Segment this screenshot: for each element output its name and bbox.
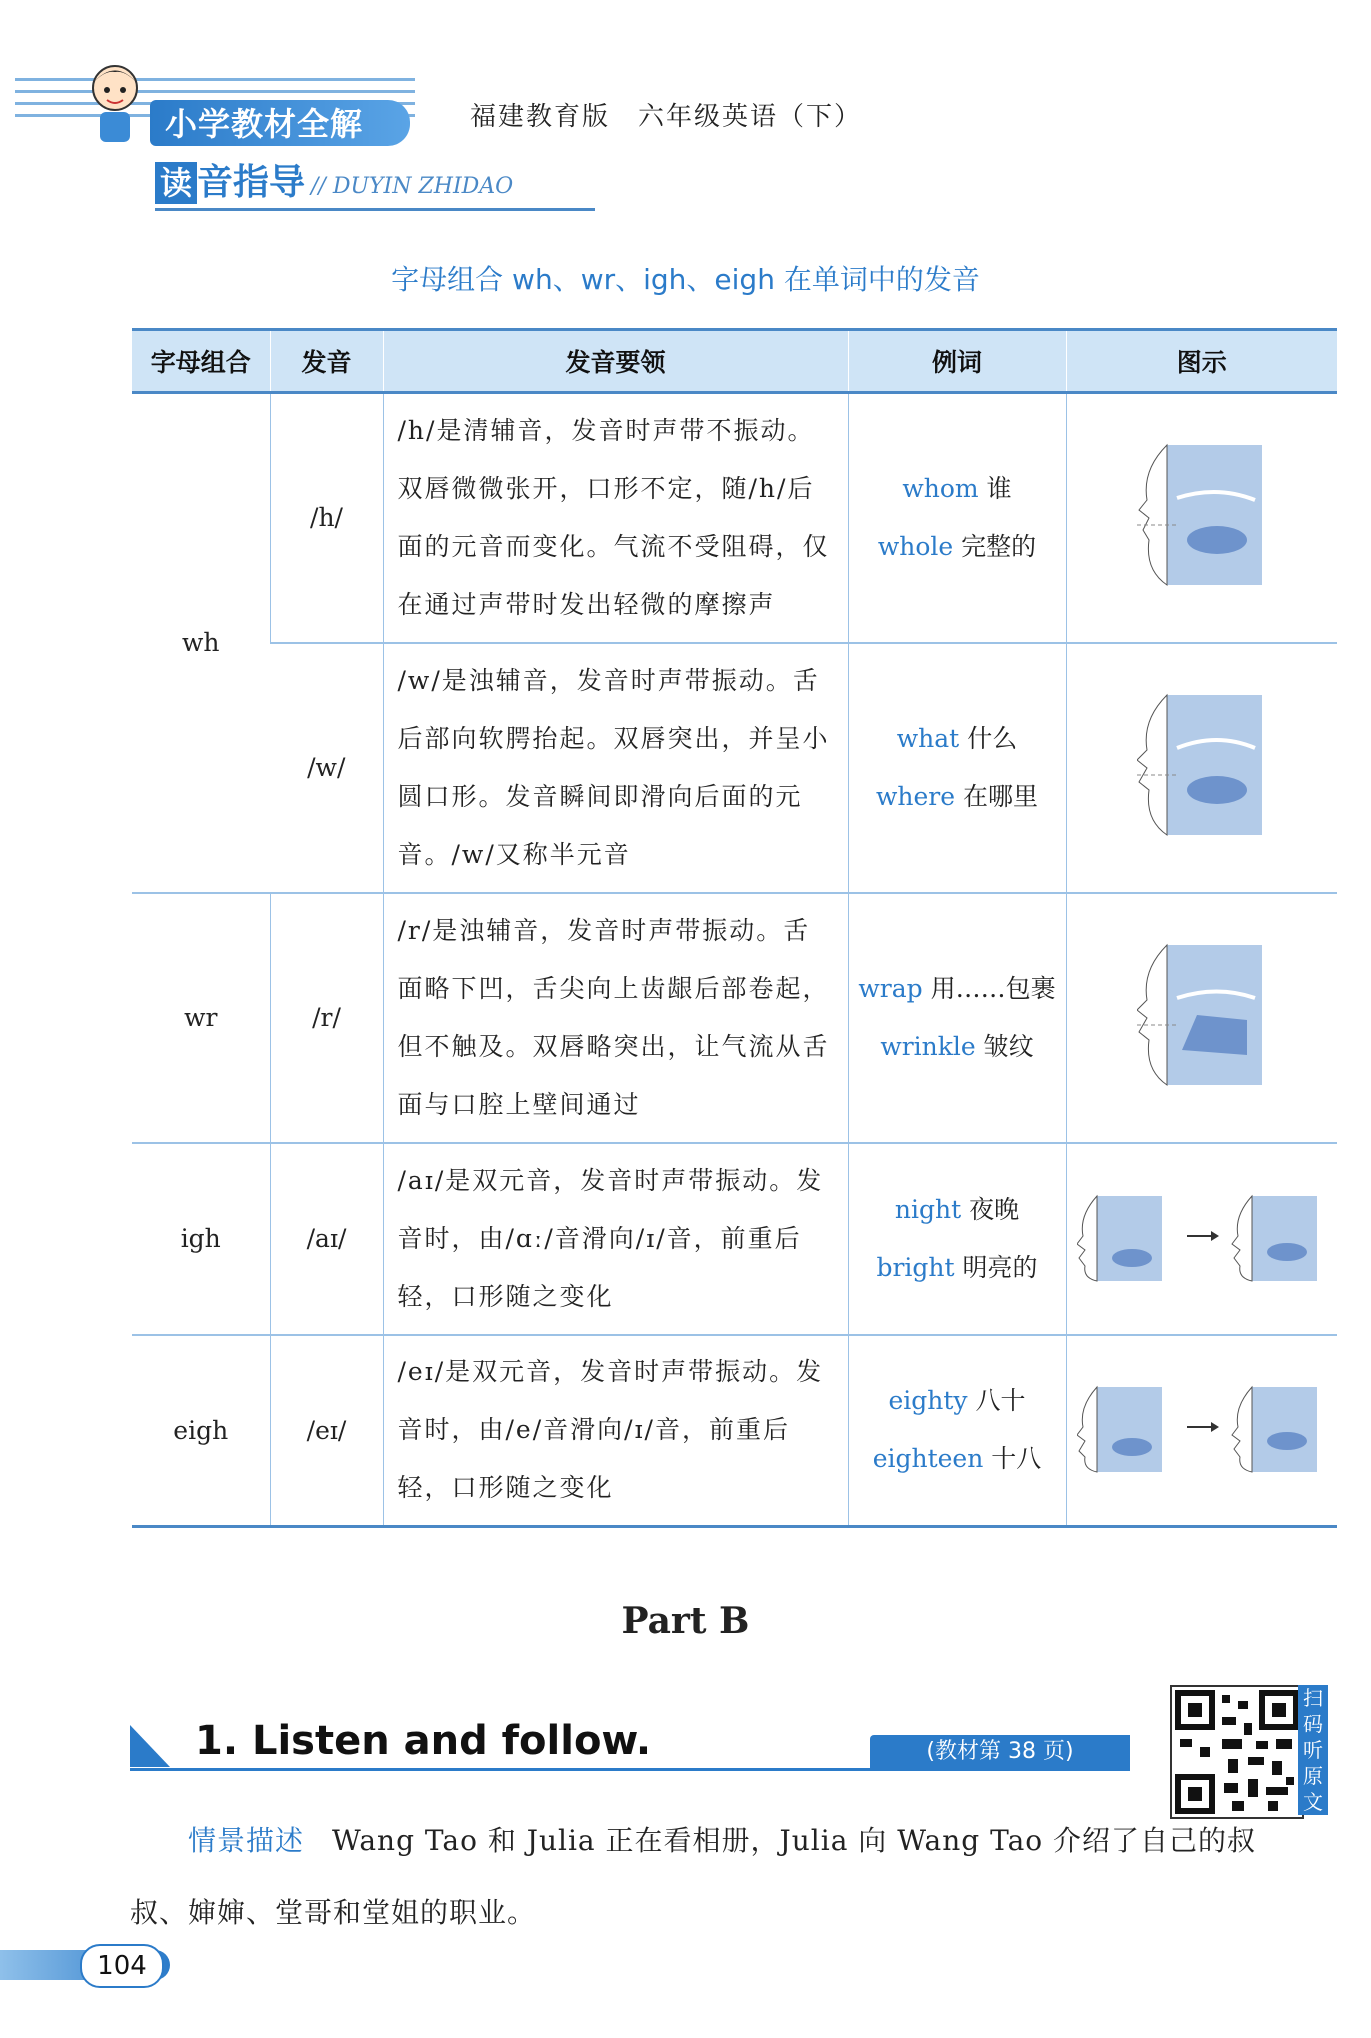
- qr-code-icon[interactable]: [1170, 1685, 1304, 1819]
- example-word: eighteen: [872, 1444, 984, 1474]
- section-underline: [155, 208, 595, 211]
- example-word: what: [896, 723, 960, 753]
- part-heading: Part B: [621, 1600, 750, 1642]
- table-row: [132, 643, 1337, 893]
- mouth-diagram-icon: [1137, 440, 1267, 590]
- diagram-cell: [1066, 643, 1337, 893]
- mouth-diagram-icon: [1137, 690, 1267, 840]
- section-title: [155, 162, 513, 212]
- scene-text: Wang Tao 和 Julia 正在看相册，Julia 向 Wang Tao 介绍了自己的叔叔、婶婶、堂哥和堂姐的职业。: [130, 1824, 1257, 1929]
- combo-cell: igh: [132, 1143, 270, 1335]
- tips-cell: /r/是浊辅音，发音时声带振动。舌面略下凹，舌尖向上齿龈后部卷起，但不触及。双唇略突出，让气流从舌面与口腔上壁间通过: [383, 893, 848, 1143]
- pronunciation-table: [132, 328, 1337, 1528]
- table-row: [132, 1143, 1337, 1335]
- table-caption: 字母组合 wh、wr、igh、eigh 在单词中的发音: [391, 263, 980, 296]
- edition-label: 福建教育版 六年级英语（下）: [470, 102, 863, 132]
- sound-cell: /r/: [270, 893, 383, 1143]
- tips-cell: /aɪ/是双元音，发音时声带振动。发音时，由/ɑː/音滑向/ɪ/音，前重后轻，口形随之变化: [383, 1143, 848, 1335]
- example-meaning: 十八: [991, 1444, 1042, 1474]
- header-combo: 字母组合: [132, 330, 270, 393]
- example-word: whom: [902, 473, 979, 503]
- sound-cell: /eɪ/: [270, 1335, 383, 1527]
- example-meaning: 完整的: [961, 531, 1037, 561]
- mascot-icon: [80, 58, 150, 148]
- examples-cell: [848, 393, 1066, 643]
- example-meaning: 明亮的: [962, 1252, 1038, 1282]
- examples-cell: [848, 643, 1066, 893]
- table-header-row: [132, 330, 1337, 393]
- sound-cell: /aɪ/: [270, 1143, 383, 1335]
- page-number: 104: [80, 1944, 164, 1988]
- sound-cell: /h/: [270, 393, 383, 643]
- header-examples: 例词: [848, 330, 1066, 393]
- mouth-diagram-icon: [1137, 940, 1267, 1090]
- example-word: wrap: [858, 973, 923, 1003]
- example-word: where: [875, 781, 956, 811]
- diagram-cell: [1066, 1335, 1337, 1527]
- example-meaning: 什么: [967, 723, 1018, 753]
- exercise-title: 1. Listen and follow.: [195, 1718, 652, 1764]
- tips-cell: /w/是浊辅音，发音时声带振动。舌后部向软腭抬起。双唇突出，并呈小圆口形。发音瞬间即滑向后面的元音。/w/又称半元音: [383, 643, 848, 893]
- section-title-first-char: 读: [155, 162, 197, 204]
- example-meaning: 在哪里: [962, 781, 1038, 811]
- table-row: [132, 893, 1337, 1143]
- diagram-cell: [1066, 893, 1337, 1143]
- tips-cell: /eɪ/是双元音，发音时声带振动。发音时，由/e/音滑向/ɪ/音，前重后轻，口形随之变化: [383, 1335, 848, 1527]
- sound-cell: /w/: [270, 643, 383, 893]
- example-word: night: [894, 1194, 962, 1224]
- example-meaning: 八十: [975, 1386, 1026, 1416]
- diagram-cell: [1066, 393, 1337, 643]
- diagram-cell: [1066, 1143, 1337, 1335]
- header-diagram: 图示: [1066, 330, 1337, 393]
- example-word: bright: [876, 1252, 955, 1282]
- example-meaning: 用……包裹: [930, 973, 1056, 1003]
- scene-label: 情景描述: [188, 1824, 305, 1857]
- examples-cell: [848, 1335, 1066, 1527]
- combo-cell: wr: [132, 893, 270, 1143]
- combo-cell: eigh: [132, 1335, 270, 1527]
- mouth-transition-diagram-icon: [1077, 1377, 1327, 1477]
- table-row: [132, 1335, 1337, 1527]
- example-meaning: 皱纹: [983, 1031, 1034, 1061]
- section-title-rest: 音指导: [197, 162, 306, 203]
- example-meaning: 谁: [986, 473, 1012, 503]
- section-pinyin: // DUYIN ZHIDAO: [311, 174, 514, 199]
- examples-cell: [848, 1143, 1066, 1335]
- triangle-marker-icon: [130, 1725, 175, 1770]
- table-row: [132, 393, 1337, 643]
- scene-description: [130, 1805, 1280, 1949]
- examples-cell: [848, 893, 1066, 1143]
- example-meaning: 夜晚: [969, 1194, 1020, 1224]
- combo-cell: wh: [132, 393, 270, 893]
- textbook-page-ref: (教材第 38 页): [870, 1735, 1130, 1769]
- example-word: whole: [877, 531, 954, 561]
- mouth-transition-diagram-icon: [1077, 1186, 1327, 1286]
- example-word: eighty: [888, 1386, 968, 1416]
- header-sound: 发音: [270, 330, 383, 393]
- qr-label: 扫码听原文: [1298, 1685, 1328, 1815]
- tips-cell: /h/是清辅音，发音时声带不振动。双唇微微张开，口形不定，随/h/后面的元音而变化。气流不受阻碍，仅在通过声带时发出轻微的摩擦声: [383, 393, 848, 643]
- header-tips: 发音要领: [383, 330, 848, 393]
- example-word: wrinkle: [880, 1031, 976, 1061]
- brand-title: 小学教材全解: [165, 105, 364, 143]
